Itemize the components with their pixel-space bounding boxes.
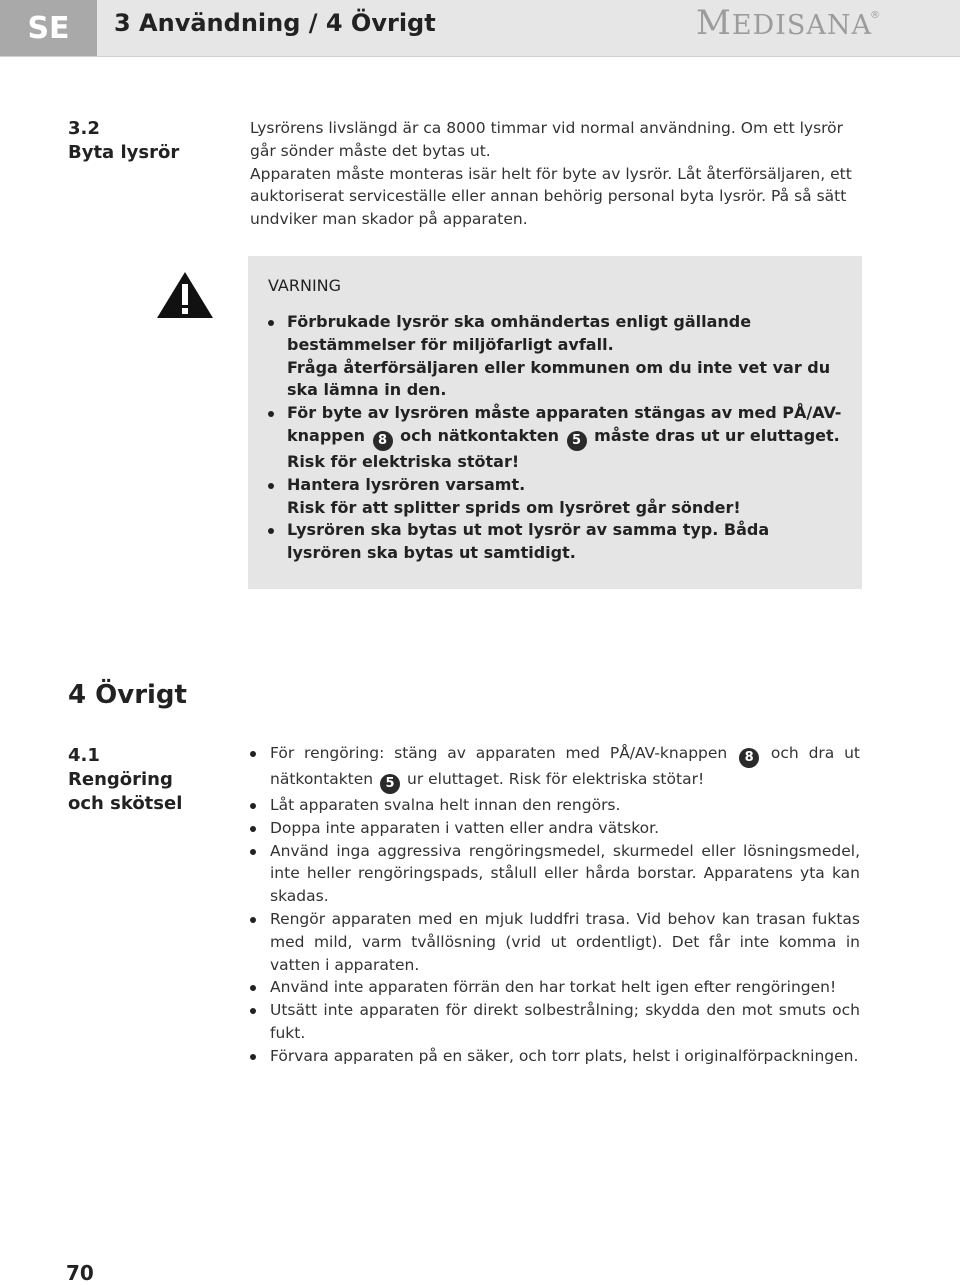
- list-item: Låt apparaten svalna helt innan den rengörs.: [250, 794, 860, 817]
- paragraph: Lysrörens livslängd är ca 8000 timmar vid normal användning. Om ett lysrör går sönder måste det bytas ut.: [250, 119, 844, 160]
- warning-item: [268, 402, 842, 474]
- brand-logo-initial: M: [696, 3, 732, 43]
- warning-list: [268, 311, 842, 565]
- language-tab: SE: [0, 0, 97, 56]
- reference-badge: 8: [739, 748, 759, 768]
- cleaning-list: [250, 742, 860, 1068]
- reference-badge: 8: [373, 431, 393, 451]
- warning-text: Fråga återförsäljaren eller kommunen om du inte vet var du ska lämna in den.: [287, 357, 831, 400]
- list-text: ur eluttaget. Risk för elektriska stötar!: [407, 770, 705, 788]
- section-title: Rengöring: [68, 769, 173, 790]
- brand-logo: [696, 3, 872, 43]
- list-item: [250, 742, 860, 794]
- list-text: och dra ut nätkontakten: [270, 744, 860, 788]
- warning-title: VARNING: [268, 276, 342, 295]
- warning-item: [268, 519, 842, 565]
- warning-text: måste dras ut ur eluttaget.: [594, 425, 840, 445]
- warning-box: [248, 256, 862, 589]
- section-number: 3.2: [68, 118, 100, 139]
- warning-item: [268, 311, 842, 402]
- section-number: 4.1: [68, 745, 100, 766]
- section-title: Byta lysrör: [68, 142, 180, 163]
- section-body: [250, 117, 862, 231]
- warning-text: Hantera lysrören varsamt.: [287, 474, 526, 494]
- list-text: För rengöring: stäng av apparaten med PÅ/AV-knappen: [270, 744, 728, 762]
- brand-logo-rest: EDISANA: [731, 10, 872, 41]
- list-item: Doppa inte apparaten i vatten eller andra vätskor.: [250, 817, 860, 840]
- reference-badge: 5: [567, 431, 587, 451]
- brand-registered-mark: ®: [870, 10, 880, 21]
- list-item: Förvara apparaten på en säker, och torr plats, helst i originalförpackningen.: [250, 1045, 860, 1068]
- warning-text: och nätkontakten: [400, 425, 559, 445]
- chapter-title: 4 Övrigt: [68, 680, 187, 710]
- page-number: 70: [66, 1261, 94, 1285]
- warning-text: För byte av lysrören måste apparaten stängas av med PÅ/AV-knappen: [287, 403, 842, 445]
- warning-text: Risk för att splitter sprids om lysröret går sönder!: [287, 497, 741, 517]
- warning-triangle-icon: [155, 270, 215, 320]
- list-item: Rengör apparaten med en mjuk luddfri trasa. Vid behov kan trasan fuktas med mild, varm tvållösning (vrid ut ordentligt). Det får inte komma in vatten i apparaten.: [250, 908, 860, 976]
- warning-item: [268, 474, 842, 520]
- warning-text: Förbrukade lysrör ska omhändertas enligt gällande bestämmelser för miljöfarligt avfall.: [287, 312, 752, 354]
- header-title: 3 Användning / 4 Övrigt: [114, 9, 436, 37]
- list-item: Använd inga aggressiva rengöringsmedel, skurmedel eller lösningsmedel, inte heller rengöringspads, stålull eller hårda borstar. Apparatens yta kan skadas.: [250, 840, 860, 908]
- paragraph: Apparaten måste monteras isär helt för byte av lysrör. Låt återförsäljaren, ett auktoriserat serviceställe eller annan behörig personal byta lysrör. På så sätt undviker man skador på apparaten.: [250, 164, 852, 229]
- section-title: och skötsel: [68, 793, 183, 814]
- warning-text: Lysrören ska bytas ut mot lysrör av samma typ. Båda lysrören ska bytas ut samtidigt.: [287, 520, 770, 563]
- reference-badge: 5: [380, 774, 400, 794]
- warning-text: Risk för elektriska stötar!: [287, 451, 520, 471]
- list-item: Använd inte apparaten förrän den har torkat helt igen efter rengöringen!: [250, 976, 860, 999]
- page-header: [0, 0, 960, 57]
- list-item: Utsätt inte apparaten för direkt solbestrålning; skydda den mot smuts och fukt.: [250, 999, 860, 1045]
